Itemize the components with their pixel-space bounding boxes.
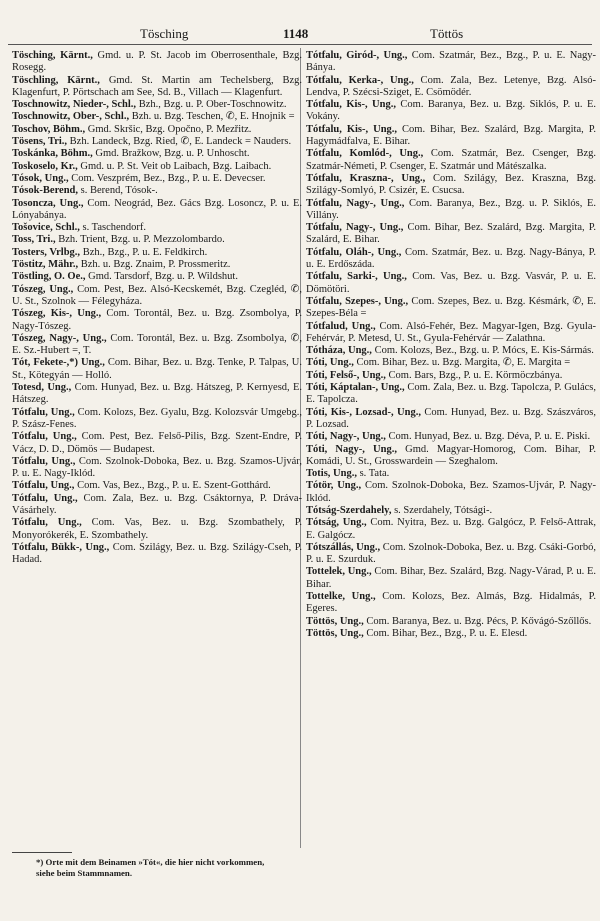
gazetteer-entry (306, 148, 596, 173)
gazetteer-entry (306, 542, 596, 567)
entry-text: Gmd. Bražkow, Bzg. u. P. Unhoscht. (92, 148, 250, 160)
entry-headword: Tösching, Kärnt., (12, 50, 93, 61)
gazetteer-entry (306, 124, 596, 149)
entry-headword: Tosters, Vrlbg., (12, 246, 81, 258)
entry-headword: Tóti, Nagy-, Ung., (306, 431, 386, 443)
entry-headword: Tósok-Berend, (12, 185, 79, 197)
entry-text: Com. Vas, Bez. u. Bzg. Vasvár, P. u. E. Dömötöri. (306, 271, 596, 295)
entry-text: Com. Hunyad, Bez. u. Bzg. Hátszeg, P. Kernyesd, E. Hátszeg. (12, 382, 303, 406)
entry-text: Com. Baranya, Bez. u. Bzg. Pécs, P. Kővágó-Szőllős. (363, 615, 592, 627)
entry-headword: Tótfalu, Kis-, Ung., (306, 123, 398, 135)
entry-text: Com. Pest, Bez. Felső-Pilis, Bzg. Szent-Endre, P. Vácz, D. D., Dömös — Budapest. (12, 431, 302, 455)
entry-text: Com. Szilágy, Bez. Kraszna, Bzg. Szilágy-Somlyó, P. Csizér, E. Csucsa. (306, 172, 596, 197)
gazetteer-entry (306, 321, 596, 346)
gazetteer-entry (306, 382, 596, 407)
entry-headword: Totis, Ung., (306, 468, 357, 480)
entry-headword: Tótfalu, Kraszna-, Ung., (306, 172, 426, 184)
entry-text: Gmd. Skršic, Bzg. Opočno, P. Mezřitz. (85, 123, 252, 135)
gazetteer-entry (306, 247, 596, 272)
entry-headword: Tóti, Felső-, Ung., (306, 369, 386, 381)
entry-text: Com. Nyitra, Bez. u. Bzg. Galgócz, P. Felső-Attrak, E. Galgócz. (306, 517, 596, 541)
entry-text: s. Szerdahely, Tótsági-. (391, 504, 493, 516)
entry-headword: Tótör, Ung., (306, 480, 362, 492)
entry-text: s. Taschendorf. (79, 222, 147, 234)
page-number: 1148 (283, 26, 309, 41)
entry-text: Com. Kolozs, Bez., Bzg. u. P. Mócs, E. Kis-Sármás. (371, 345, 594, 357)
gazetteer-entry (306, 370, 596, 382)
entry-text: Com. Hunyad, Bez. u. Bzg. Szászváros, P. Lozsad. (306, 406, 596, 430)
entry-text: Com. Szepes, Bez. u. Bzg. Késmárk, ✆, E. Szepes-Béla = (306, 295, 597, 320)
left-column (12, 50, 302, 566)
entry-headword: Toschov, Böhm., (12, 123, 86, 135)
right-column (306, 50, 596, 640)
running-head-right: Töttös (430, 26, 464, 41)
entry-headword: Tótfalu, Ung., (12, 455, 76, 467)
entry-text: Com. Szolnok-Doboka, Bez. u. Bzg. Szamos-Ujvár, P. u. E. Nagy-Iklód. (12, 455, 302, 480)
entry-headword: Tótfalu, Oláh-, Ung., (306, 246, 402, 258)
entry-text: Com. Bihar, Bez. Szalárd, Bzg. Nagy-Várad, P. u. E. Bihar. (306, 566, 596, 590)
entry-headword: Tótfalu, Ung., (12, 517, 82, 529)
entry-headword: Tóti, Nagy-, Ung., (306, 443, 397, 455)
entry-headword: Tótfalu, Ung., (12, 492, 78, 504)
entry-text: Bzh., Bzg., P. u. E. Feldkirch. (80, 246, 208, 258)
entry-text: Com. Zala, Bez. u. Bzg. Tapolcza, P. Gulács, E. Tapolcza. (306, 382, 596, 406)
gazetteer-entry (306, 198, 596, 223)
entry-text: Gmd. Tarsdorf, Bzg. u. P. Wildshut. (85, 271, 238, 283)
gazetteer-entry (306, 296, 596, 321)
entry-text: Bzh., Bzg. u. P. Ober-Toschnowitz. (136, 99, 287, 111)
gazetteer-entry (306, 480, 596, 505)
entry-headword: Tótfalu, Nagy-, Ung., (306, 197, 405, 209)
entry-headword: Tóti, Kis-, Lozsad-, Ung., (306, 406, 421, 418)
entry-headword: Tótfalu, Kis-, Ung., (306, 99, 396, 111)
entry-text: Com. Szilágy, Bez. u. Bzg. Szilágy-Cseh, P. Hadad. (12, 541, 303, 566)
entry-text: Com. Szatmár, Bez., Bzg., P. u. E. Nagy-Bánya. (306, 50, 596, 74)
gazetteer-entry (12, 407, 302, 432)
entry-text: Com. Torontál, Bez. u. Bzg. Zsombolya, P. Nagy-Tószeg. (12, 308, 303, 332)
entry-headword: Tótfalu, Ung., (12, 406, 75, 418)
entry-text: Com. Szolnok-Doboka, Bez. u. Bzg. Csáki-Gorbó, P. u. E. Szurduk. (306, 541, 596, 566)
gazetteer-entry (306, 505, 596, 517)
gazetteer-entry (12, 161, 302, 173)
entry-headword: Tót, Fekete-,*) Ung., (12, 357, 105, 369)
entry-text: Com. Vas, Bez., Bzg., P. u. E. Szent-Gotthárd. (74, 480, 271, 492)
entry-headword: Tótfalu, Giród-, Ung., (306, 50, 408, 61)
entry-text: Com. Baranya, Bez. u. Bzg. Siklós, P. u. E. Vokány. (306, 99, 596, 123)
gazetteer-entry (12, 357, 302, 382)
entry-headword: Tótfalu, Nagy-, Ung., (306, 222, 404, 234)
gazetteer-entry (306, 50, 596, 75)
entry-text: Com. Bihar, Bez., Bzg., P. u. E. Elesd. (363, 627, 528, 639)
footnote-rule (12, 852, 72, 853)
gazetteer-entry (306, 444, 596, 469)
gazetteer-entry (306, 99, 596, 124)
entry-headword: Tösens, Tri., (12, 136, 68, 148)
gazetteer-entry (306, 271, 596, 296)
entry-headword: Töttös, Ung., (306, 615, 364, 627)
entry-text: Com. Zala, Bez. Letenye, Bzg. Alsó-Lendva, P. Szécsi-Sziget, E. Csömödér. (306, 74, 596, 98)
gazetteer-entry (12, 493, 302, 518)
gazetteer-entry (306, 566, 596, 591)
entry-text: Com. Bihar, Bez. Szalárd, Bzg. Margita, P. Szalárd, E. Bihar. (306, 222, 596, 246)
gazetteer-entry (12, 308, 302, 333)
entry-headword: Töttös, Ung., (306, 627, 364, 639)
entry-text: Com. Vas, Bez. u. Bzg. Szombathely, P. Monyorókerék, E. Szombathely. (12, 517, 302, 541)
gazetteer-entry (306, 517, 596, 542)
entry-headword: Tosoncza, Ung., (12, 197, 84, 209)
gazetteer-entry (12, 271, 302, 283)
gazetteer-entry (12, 99, 302, 111)
gazetteer-entry (306, 616, 596, 628)
entry-headword: Toss, Tri., (12, 234, 56, 246)
entry-text: Com. Baranya, Bez., Bzg. u. P. Siklós, E. Villány. (306, 197, 596, 221)
gazetteer-entry (306, 407, 596, 432)
entry-text: Com. Bihar, Bez. Szalárd, Bzg. Margita, P. Hagymádfalva, E. Bihar. (306, 123, 597, 148)
gazetteer-entry (306, 173, 596, 198)
entry-text: Com. Bihar, Bez. u. Bzg. Margita, ✆, E. Margita = (353, 357, 571, 369)
entry-text: Gmd. St. Martin am Techelsberg, Bzg. Klagenfurt, P. Pörtschach am See, Sd. B., Villach — Klagenfurt. (12, 74, 302, 98)
entry-headword: Tótháza, Ung., (306, 345, 372, 357)
entry-text: Gmd. u. P. St. Veit ob Laibach, Bzg. Laibach. (77, 160, 272, 172)
gazetteer-entry (12, 431, 302, 456)
gazetteer-entry (12, 382, 302, 407)
gazetteer-entry (12, 75, 302, 100)
entry-headword: Tottelke, Ung., (306, 591, 376, 603)
entry-text: Gmd. Magyar-Homorog, Com. Bihar, P. Komádi, U. St., Grosswardein — Szeghalom. (306, 443, 596, 467)
gazetteer-entry (12, 136, 302, 148)
entry-headword: Toschnowitz, Nieder-, Schl., (12, 99, 137, 111)
entry-text: Com. Neográd, Bez. Gács Bzg. Losoncz, P. u. E. Lónyabánya. (12, 197, 302, 221)
gazetteer-entry (12, 198, 302, 223)
gazetteer-entry (306, 357, 596, 369)
entry-headword: Tóti, Káptalan-, Ung., (306, 382, 405, 394)
entry-text: Com. Bihar, Bez. u. Bzg. Tenke, P. Talpas, U. St., Kötegyán — Holló. (12, 357, 302, 381)
entry-headword: Tótszállás, Ung., (306, 541, 381, 553)
gazetteer-entry (306, 222, 596, 247)
entry-headword: Tottelek, Ung., (306, 566, 372, 578)
entry-headword: Töstitz, Mähr., (12, 259, 79, 271)
entry-headword: Tošovice, Schl., (12, 222, 80, 234)
entry-text: Com. Kolozs, Bez. Gyalu, Bzg. Kolozsvár Umgebg., P. Szász-Fenes. (12, 406, 302, 430)
entry-text: Bzh. Landeck, Bzg. Ried, ✆, E. Landeck = Nauders. (67, 136, 292, 148)
entry-text: Com. Bars, Bzg., P. u. E. Körmöczbánya. (385, 369, 563, 381)
entry-headword: Tósok, Ung., (12, 172, 69, 184)
entry-headword: Tótfalud, Ung., (306, 320, 376, 332)
entry-text: Com. Alsó-Fehér, Bez. Magyar-Igen, Bzg. Gyula-Fehérvár, P. Metesd, U. St., Gyula-Fehérvár — Zalathna. (306, 320, 597, 344)
entry-headword: Tótfalu, Ung., (12, 480, 75, 492)
entry-text: Bzh. u. Bzg. Teschen, ✆, E. Hnojnik = (129, 111, 295, 123)
entry-headword: Toskoselo, Kr., (12, 160, 78, 172)
entry-text: Com. Szatmár, Bez. u. Bzg. Nagy-Bánya, P. u. E. Erdőszáda. (306, 246, 596, 271)
gazetteer-entry (306, 591, 596, 616)
entry-headword: Tótfalu, Bükk-, Ung., (12, 541, 110, 553)
gazetteer-entry (12, 247, 302, 259)
page-header (0, 0, 600, 46)
gazetteer-entry (12, 173, 302, 185)
gazetteer-entry (12, 284, 302, 309)
entry-headword: Tótfalu, Szepes-, Ung., (306, 295, 409, 307)
gazetteer-entry (12, 517, 302, 542)
gazetteer-entry (12, 111, 302, 123)
footnote: *) Orte mit dem Beinamen »Tót«, die hier nicht vorkommen, siehe beim Stammnamen. (36, 857, 265, 878)
gazetteer-entry (306, 345, 596, 357)
running-head-left: Tösching (140, 26, 189, 41)
gazetteer-entry (12, 333, 302, 358)
gazetteer-entry (12, 148, 302, 160)
entry-headword: Tóti, Ung., (306, 357, 354, 369)
entry-headword: Toskánka, Böhm., (12, 148, 93, 160)
gazetteer-entry (12, 234, 302, 246)
entry-text: s. Berend, Tósok-. (78, 185, 158, 197)
gazetteer-entry (12, 222, 302, 234)
entry-headword: Tószeg, Kis-, Ung., (12, 308, 102, 320)
entry-headword: Töschling, Kärnt., (12, 74, 100, 86)
gazetteer-entry (12, 480, 302, 492)
entry-text: Com. Szolnok-Doboka, Bez. Szamos-Ujvár, P. Nagy-Iklód. (306, 480, 596, 504)
entry-headword: Tótfalu, Sarki-, Ung., (306, 271, 407, 283)
entry-text: Gmd. u. P. St. Jacob im Oberrosenthale, Bzg. Rosegg. (12, 50, 302, 74)
entry-text: Com. Torontál, Bez. u. Bzg. Zsombolya, ✆, E. Sz.-Hubert =, T. (12, 332, 302, 357)
entry-text: Com. Szatmár, Bez. Csenger, Bzg. Szatmár-Németi, P. Csenger, E. Szatmár und Mátészalka. (306, 148, 596, 172)
entry-headword: Tótfalu, Komlód-, Ung., (306, 148, 424, 160)
gazetteer-entry (12, 259, 302, 271)
entry-headword: Tószeg, Ung., (12, 283, 74, 295)
entry-headword: Töstling, O. Oe., (12, 271, 86, 283)
gazetteer-entry (12, 456, 302, 481)
entry-text: s. Tata. (356, 468, 390, 480)
entry-headword: Tószeg, Nagy-, Ung., (12, 332, 107, 344)
entry-text: Bzh. Trient, Bzg. u. P. Mezzolombardo. (55, 234, 225, 246)
gazetteer-entry (12, 542, 302, 567)
entry-headword: Totesd, Ung., (12, 382, 72, 394)
entry-text: Com. Pest, Bez. Alsó-Kecskemét, Bzg. Czegléd, ✆, U. St., Szolnok — Félegyháza. (12, 283, 302, 307)
gazetteer-entry (12, 50, 302, 75)
gazetteer-entry (12, 185, 302, 197)
gazetteer-entry (306, 628, 596, 640)
gazetteer-entry (12, 124, 302, 136)
entry-text: Com. Kolozs, Bez. Almás, Bzg. Hidalmás, P. Egeres. (306, 591, 596, 615)
entry-headword: Toschnowitz, Ober-, Schl., (12, 111, 130, 123)
entry-text: Com. Zala, Bez. u. Bzg. Csáktornya, P. Dráva-Vásárhely. (12, 492, 302, 516)
gazetteer-entry (306, 75, 596, 100)
entry-text: Com. Hunyad, Bez. u. Bzg. Déva, P. u. E. Piski. (385, 431, 591, 443)
entry-headword: Tótság-Szerdahely, (306, 504, 392, 516)
header-rule (8, 44, 592, 45)
gazetteer-entry (306, 468, 596, 480)
entry-headword: Tótság, Ung., (306, 517, 367, 529)
entry-headword: Tótfalu, Kerka-, Ung., (306, 74, 414, 86)
gazetteer-entry (306, 431, 596, 443)
entry-headword: Tótfalu, Ung., (12, 431, 77, 443)
entry-text: Bzh. u. Bzg. Znaim, P. Prossmeritz. (78, 259, 231, 271)
entry-text: Com. Veszprém, Bez., Bzg., P. u. E. Devecser. (68, 172, 266, 184)
